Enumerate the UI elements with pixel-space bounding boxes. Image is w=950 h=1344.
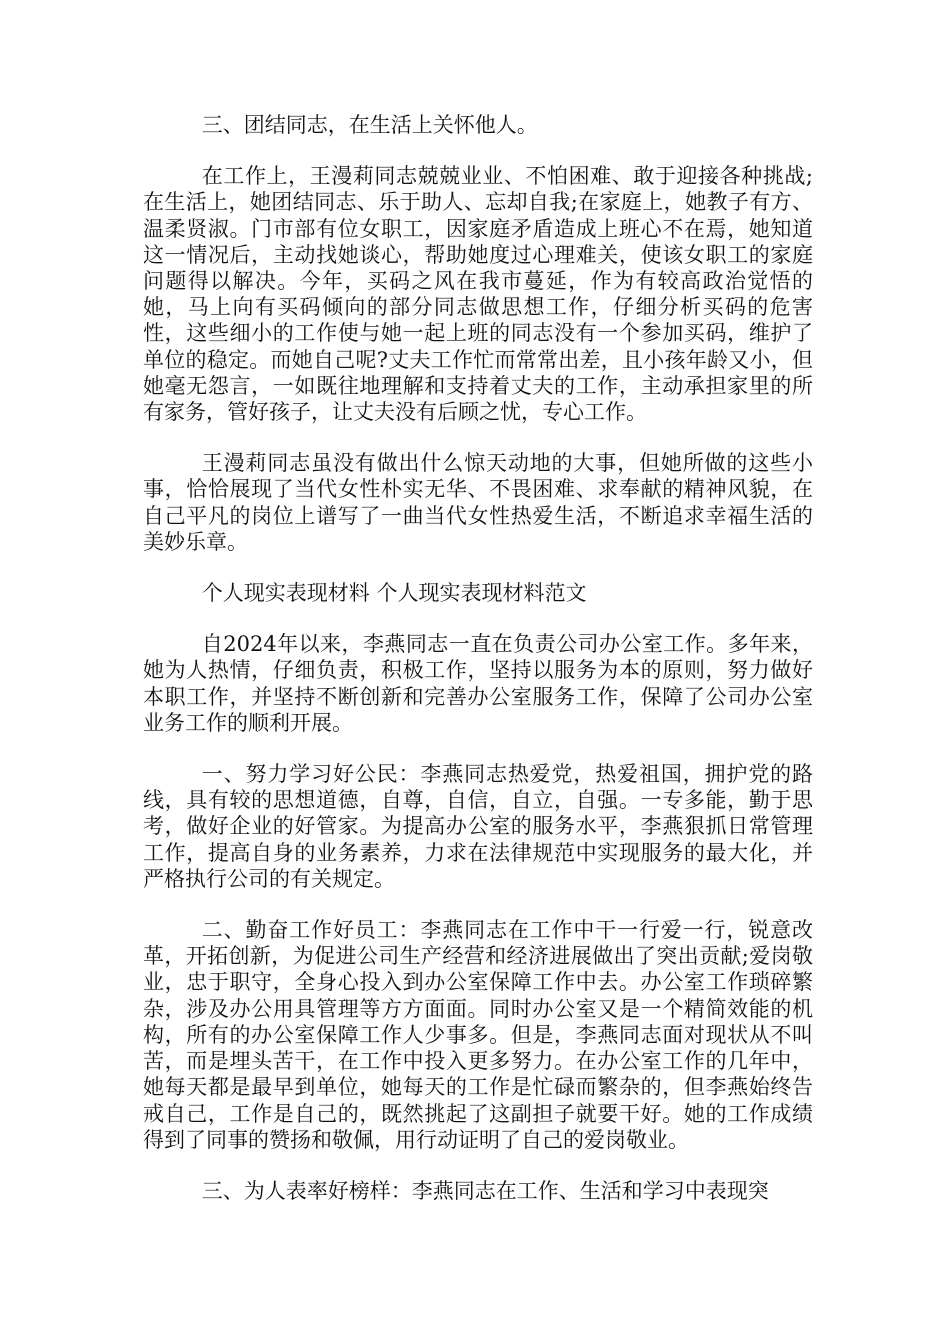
document-subtitle: 个人现实表现材料 个人现实表现材料范文 xyxy=(201,581,587,606)
document-body xyxy=(143,112,813,1229)
paragraph-summary: 王漫莉同志虽没有做出什么惊天动地的大事，但她所做的这些小事，恰恰展现了当代女性朴实无华、不畏困难、求奉献的精神风貌，在自己平凡的岗位上谱写了一曲当代女性热爱生活，不断追求幸福生活的美妙乐章。 xyxy=(143,451,813,554)
paragraph-work-and-life: 在工作上，王漫莉同志兢兢业业、不怕困难、敢于迎接各种挑战;在生活上，她团结同志、乐于助人、忘却自我;在家庭上，她教子有方、温柔贤淑。门市部有位女职工，因家庭矛盾造成上班心不在焉，她知道这一情况后，主动找她谈心，帮助她度过心理难关，使该女职工的家庭问题得以解决。今年，买码之风在我市蔓延，作为有较高政治觉悟的她，马上向有买码倾向的部分同志做思想工作，仔细分析买码的危害性，这些细小的工作使与她一起上班的同志没有一个参加买码，维护了单位的稳定。而她自己呢?丈夫工作忙而常常出差，且小孩年龄又小，但她毫无怨言，一如既往地理解和支持着丈夫的工作，主动承担家里的所有家务，管好孩子，让丈夫没有后顾之忧，专心工作。 xyxy=(143,164,813,425)
paragraph-role-model: 三、为人表率好榜样：李燕同志在工作、生活和学习中表现突 xyxy=(201,1178,769,1203)
section-heading-unity: 三、团结同志，在生活上关怀他人。 xyxy=(201,113,538,137)
paragraph-introduction: 自2024年以来，李燕同志一直在负责公司办公室工作。多年来，她为人热情，仔细负责，积极工作，坚持以服务为本的原则，努力做好本职工作，并坚持不断创新和完善办公室服务工作，保障了公司办公室业务工作的顺利开展。 xyxy=(143,632,813,735)
paragraph-good-citizen: 一、努力学习好公民：李燕同志热爱党，热爱祖国，拥护党的路线，具有较的思想道德，自尊，自信，自立，自强。一专多能，勤于思考，做好企业的好管家。为提高办公室的服务水平，李燕狠抓日常管理工作，提高自身的业务素养，力求在法律规范中实现服务的最大化，并严格执行公司的有关规定。 xyxy=(143,762,813,891)
paragraph-good-employee: 二、勤奋工作好员工：李燕同志在工作中干一行爱一行，锐意改革，开拓创新，为促进公司生产经营和经济进展做出了突出贡献;爱岗敬业，忠于职守，全身心投入到办公室保障工作中去。办公室工作琐碎繁杂，涉及办公用具管理等方方面面。同时办公室又是一个精简效能的机构，所有的办公室保障工作人少事多。但是，李燕同志面对现状从不叫苦，而是埋头苦干，在工作中投入更多努力。在办公室工作的几年中，她每天都是最早到单位，她每天的工作是忙碌而繁杂的，但李燕始终告戒自己，工作是自己的，既然挑起了这副担子就要干好。她的工作成绩得到了同事的赞扬和敬佩，用行动证明了自己的爱岗敬业。 xyxy=(143,918,813,1152)
